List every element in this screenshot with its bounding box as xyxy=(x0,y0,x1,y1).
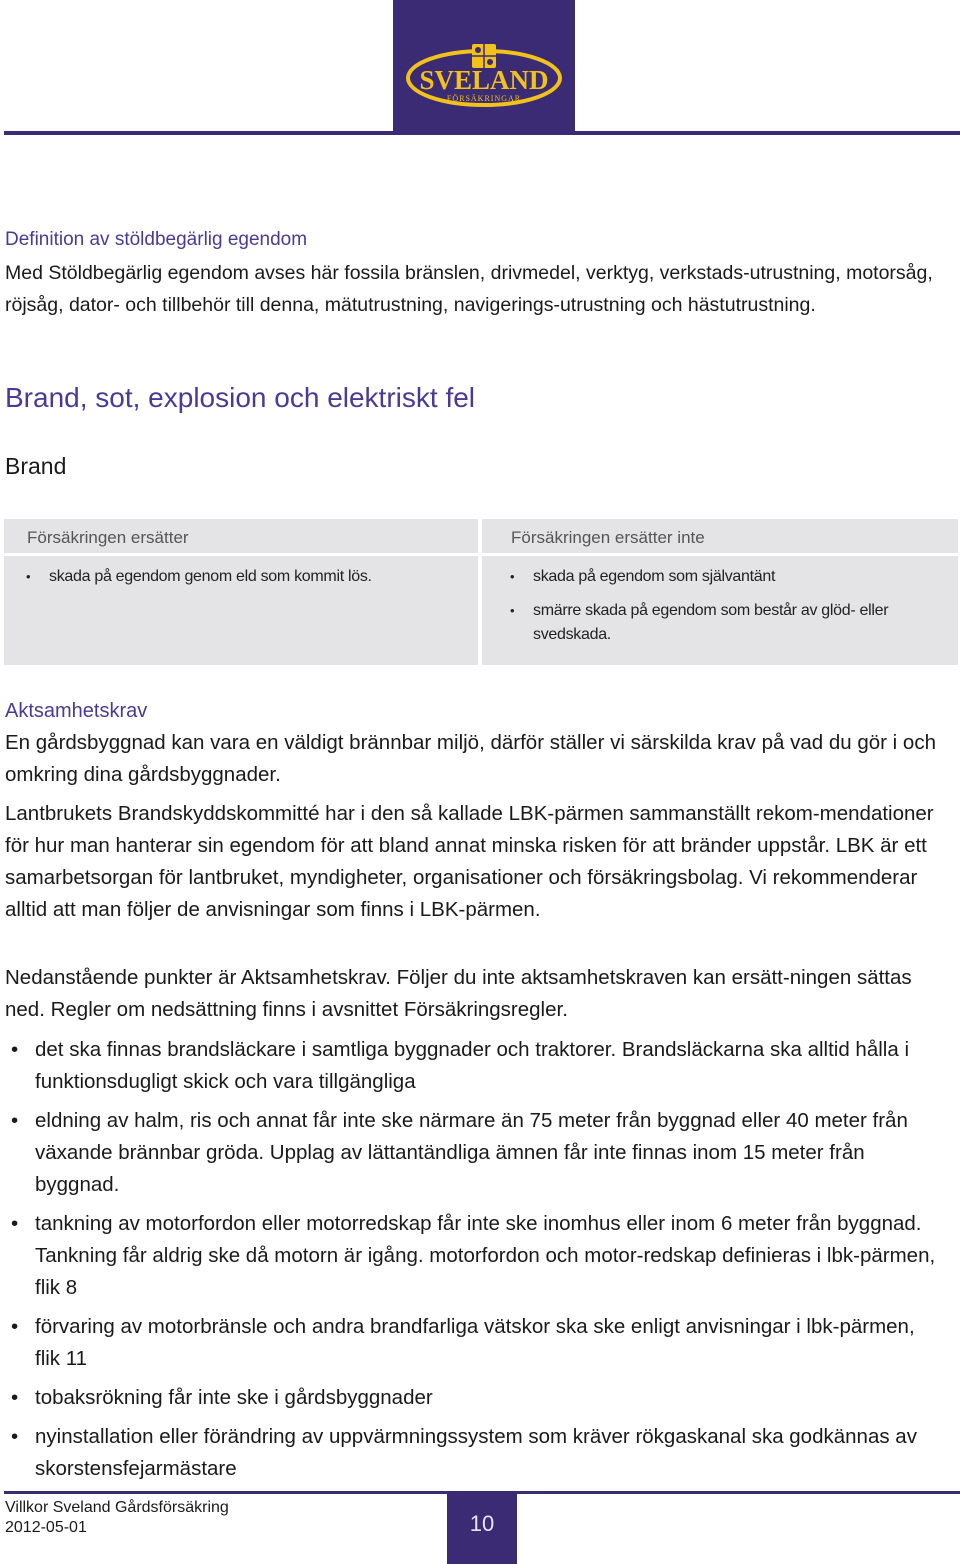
bullet-icon: • xyxy=(510,569,515,584)
bullet-icon: • xyxy=(11,1212,19,1235)
page-number-box xyxy=(447,1491,517,1564)
aktsamhet-rules xyxy=(5,1034,945,1492)
subsection-title: Brand xyxy=(5,453,67,479)
logo-wordmark: SVELAND xyxy=(419,65,549,95)
bullet-icon: • xyxy=(11,1109,19,1132)
covered-item xyxy=(26,565,372,589)
logo-subtitle: FÖRSÄKRINGAR xyxy=(446,94,522,103)
footer-date: 2012-05-01 xyxy=(5,1519,87,1536)
coverage-table xyxy=(4,519,958,665)
aktsamhet-title: Aktsamhetskrav xyxy=(5,700,148,722)
covered-heading: Försäkringen ersätter xyxy=(4,519,478,556)
bullet-icon: • xyxy=(11,1386,19,1409)
rule-item xyxy=(5,1421,945,1485)
page-number: 10 xyxy=(469,1511,495,1536)
not-covered-list xyxy=(510,565,930,657)
logo-emblem xyxy=(393,0,575,135)
not-covered-item-text: skada på egendom som självantänt xyxy=(533,568,776,585)
bullet-icon: • xyxy=(11,1038,19,1061)
not-covered-item xyxy=(510,565,930,589)
aktsamhet-paragraph: En gårdsbyggnad kan vara en väldigt brännbar miljö, därför ställer vi särskilda krav på vad du gör i och omkring dina gårdsbyggnader. xyxy=(5,731,936,786)
bullet-icon: • xyxy=(26,569,31,584)
aktsamhet-paragraph: Lantbrukets Brandskyddskommitté har i den så kallade LBK-pärmen sammanställt rekom-mendationer för hur man hanterar sin egendom för att bland annat minska risken för att bränder uppstår. LBK är ett samarbetsorgan för lantbruket, myndigheter, organisationer och försäkringsbolag. Vi rekommenderar alltid att man följer de anvisningar som finns i LBK-pärmen. xyxy=(5,802,934,921)
bullet-icon: • xyxy=(510,603,515,618)
rule-text: det ska finnas brandsläckare i samtliga byggnader och traktorer. Brandsläckarna ska alltid hålla i funktionsdugligt skick och vara tillgängliga xyxy=(35,1038,909,1093)
rule-text: nyinstallation eller förändring av uppvärmningssystem som kräver rökgaskanal ska godkännas av skorstensfejarmästare xyxy=(35,1425,917,1480)
rule-item xyxy=(5,1382,945,1414)
covered-item-text: skada på egendom genom eld som kommit lös. xyxy=(49,568,372,585)
sveland-logo xyxy=(393,0,575,135)
bullet-icon: • xyxy=(11,1425,19,1448)
rule-text: tankning av motorfordon eller motorredskap får inte ske inomhus eller inom 6 meter från byggnad. Tankning får aldrig ske då motorn är igång. motorfordon och motor-redskap definieras i lbk-pärmen, flik 8 xyxy=(35,1212,936,1299)
rule-item xyxy=(5,1311,945,1375)
rule-text: förvaring av motorbränsle och andra brandfarliga vätskor ska ske enligt anvisningar i lbk-pärmen, flik 11 xyxy=(35,1315,915,1370)
section-title: Brand, sot, explosion och elektriskt fel xyxy=(5,382,476,413)
rule-item xyxy=(5,1034,945,1098)
definition-title: Definition av stöldbegärlig egendom xyxy=(5,229,308,250)
covered-list xyxy=(26,565,372,589)
footer-doc-title: Villkor Sveland Gårdsförsäkring xyxy=(5,1499,229,1516)
rule-item xyxy=(5,1105,945,1201)
bullet-icon: • xyxy=(11,1315,19,1338)
rule-text: tobaksrökning får inte ske i gårdsbyggnader xyxy=(35,1386,433,1409)
definition-text: Med Stöldbegärlig egendom avses här fossila bränslen, drivmedel, verktyg, verkstads-utrustning, motorsåg, röjsåg, dator- och tillbehör till denna, mätutrustning, navigerings-utrustning och hästutrustning. xyxy=(5,262,933,316)
not-covered-item-text: smärre skada på egendom som består av glöd- eller svedskada. xyxy=(533,602,889,643)
not-covered-item xyxy=(510,599,930,647)
not-covered-heading: Försäkringen ersätter inte xyxy=(482,519,958,556)
rule-item xyxy=(5,1208,945,1304)
covered-column xyxy=(4,519,478,665)
aktsamhet-paragraph: Nedanstående punkter är Aktsamhetskrav. Följer du inte aktsamhetskraven kan ersätt-ningen sättas ned. Regler om nedsättning finns i avsnittet Försäkringsregler. xyxy=(5,966,912,1021)
not-covered-column xyxy=(482,519,958,665)
rule-text: eldning av halm, ris och annat får inte ske närmare än 75 meter från byggnad eller 40 meter från växande brännbar gröda. Upplag av lättantändliga ämnen får inte finnas inom 15 meter från byggnad. xyxy=(35,1109,908,1196)
